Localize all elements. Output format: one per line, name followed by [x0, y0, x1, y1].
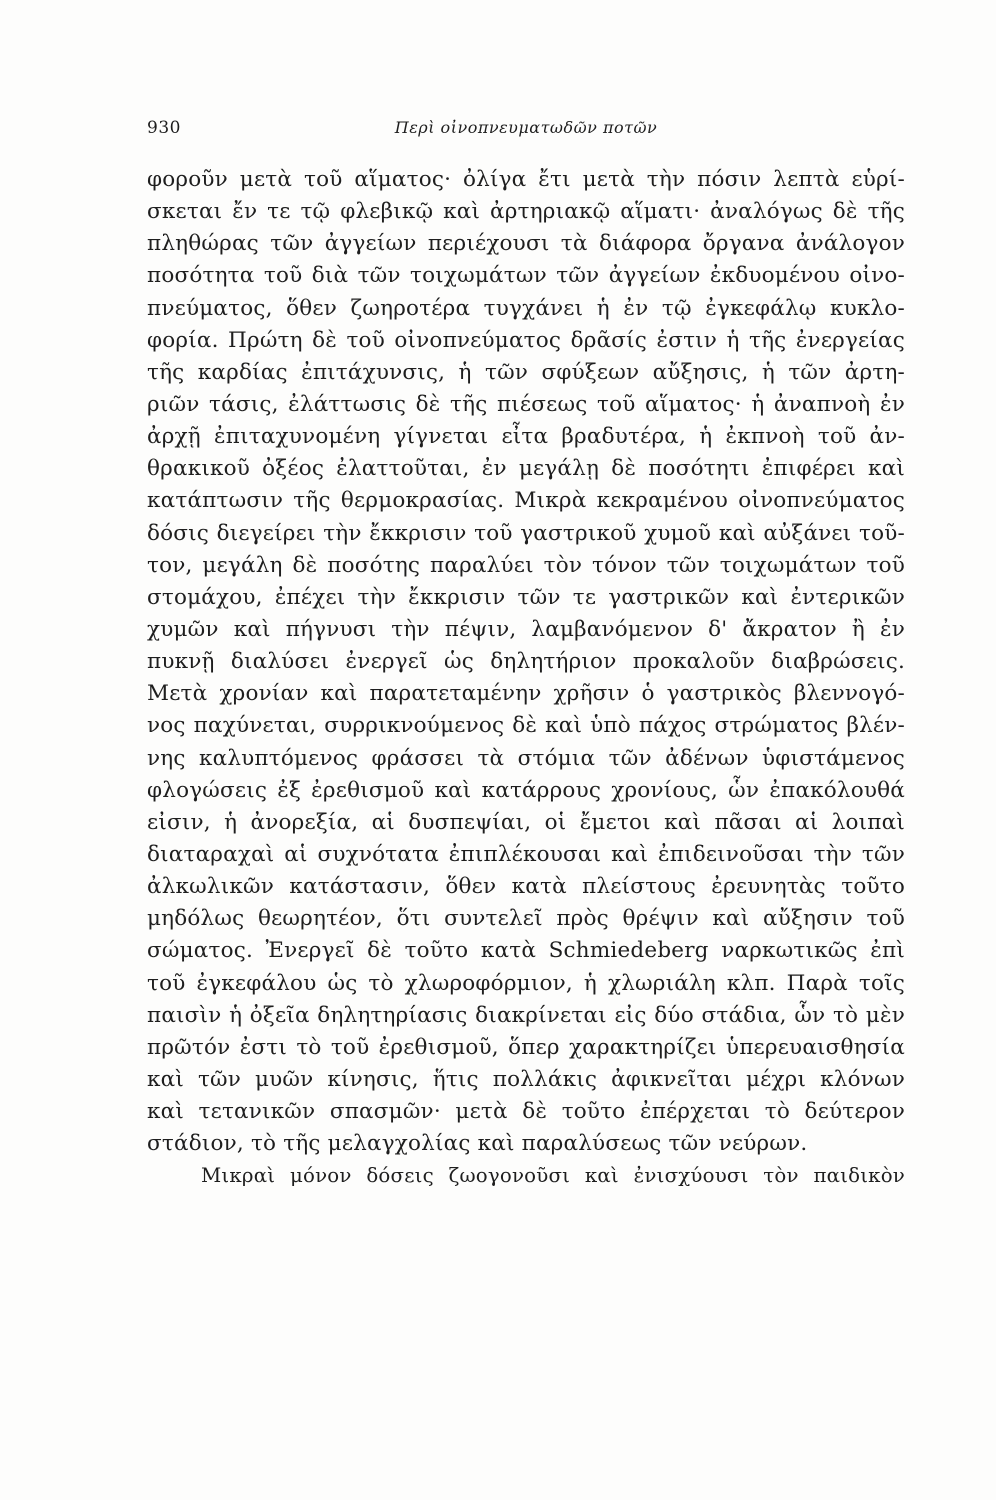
text-line: ποσότητα τοῦ διὰ τῶν τοιχωμάτων τῶν ἀγγείων ἐκδυομένου οἰνο-: [147, 263, 905, 289]
text-line: πνεύματος, ὅθεν ζωηροτέρα τυγχάνει ἡ ἐν τῷ ἐγκεφάλῳ κυκλο-: [147, 295, 905, 321]
text-line: ἀλκωλικῶν κατάστασιν, ὅθεν κατὰ πλείστους ἐρευνητὰς τοῦτο: [147, 874, 905, 900]
page-number: 930: [147, 118, 181, 138]
text-line: παισὶν ἡ ὀξεῖα δηλητηρίασις διακρίνεται εἰς δύο στάδια, ὧν τὸ μὲν: [147, 1002, 905, 1028]
text-line: σκεται ἔν τε τῷ φλεβικῷ καὶ ἀρτηριακῷ αἵματι· ἀναλόγως δὲ τῆς: [147, 199, 905, 225]
text-line: ριῶν τάσις, ἐλάττωσις δὲ τῆς πιέσεως τοῦ αἵματος· ἡ ἀναπνοὴ ἐν: [147, 391, 905, 417]
running-title: Περὶ οἰνοπνευματωδῶν ποτῶν: [394, 118, 658, 137]
text-line: καὶ τετανικῶν σπασμῶν· μετὰ δὲ τοῦτο ἐπέρχεται τὸ δεύτερον: [147, 1099, 905, 1125]
text-line: φορία. Πρώτη δὲ τοῦ οἰνοπνεύματος δρᾶσίς ἐστιν ἡ τῆς ἐνεργείας: [147, 327, 905, 353]
text-line: πυκνῇ διαλύσει ἐνεργεῖ ὡς δηλητήριον προκαλοῦν διαβρώσεις.: [147, 649, 905, 675]
text-line: νος παχύνεται, συρρικνούμενος δὲ καὶ ὑπὸ πάχος στρώματος βλέν-: [147, 713, 905, 739]
text-line: δόσις διεγείρει τὴν ἔκκρισιν τοῦ γαστρικοῦ χυμοῦ καὶ αὐξάνει τοῦ-: [147, 520, 905, 546]
text-line: θρακικοῦ ὀξέος ἐλαττοῦται, ἐν μεγάλῃ δὲ ποσότητι ἐπιφέρει καὶ: [147, 456, 905, 482]
text-line: τῆς καρδίας ἐπιτάχυνσις, ἡ τῶν σφύξεων αὔξησις, ἡ τῶν ἀρτη-: [147, 359, 905, 385]
text-line: εἰσιν, ἡ ἀνορεξία, αἱ δυσπεψίαι, οἱ ἔμετοι καὶ πᾶσαι αἱ λοιπαὶ: [147, 809, 905, 835]
text-line: διαταραχαὶ αἱ συχνότατα ἐπιπλέκουσαι καὶ ἐπιδεινοῦσαι τὴν τῶν: [147, 841, 905, 867]
text-line: ἀρχῇ ἐπιταχυνομένη γίγνεται εἶτα βραδυτέρα, ἡ ἐκπνοὴ τοῦ ἀν-: [147, 424, 905, 450]
text-line: κατάπτωσιν τῆς θερμοκρασίας. Μικρὰ κεκραμένου οἰνοπνεύματος: [147, 488, 905, 514]
text-line: φοροῦν μετὰ τοῦ αἵματος· ὀλίγα ἔτι μετὰ τὴν πόσιν λεπτὰ εὑρί-: [147, 167, 905, 192]
text-line: πληθώρας τῶν ἀγγείων περιέχουσι τὰ διάφορα ὄργανα ἀνάλογον: [147, 231, 905, 257]
text-line: μηδόλως θεωρητέον, ὅτι συντελεῖ πρὸς θρέψιν καὶ αὔξησιν τοῦ: [147, 906, 905, 932]
text-line: νης καλυπτόμενος φράσσει τὰ στόμια τῶν ἀδένων ὑφιστάμενος: [147, 745, 905, 771]
text-line: καὶ τῶν μυῶν κίνησις, ἥτις πολλάκις ἀφικνεῖται μέχρι κλόνων: [147, 1066, 905, 1092]
text-line: Μετὰ χρονίαν καὶ παρατεταμένην χρῆσιν ὁ γαστρικὸς βλεννογό-: [147, 681, 905, 707]
paragraph-start-line: Μικραὶ μόνον δόσεις ζωογονοῦσι καὶ ἐνισχύουσι τὸν παιδικὸν: [201, 1164, 905, 1188]
body-text: [147, 164, 905, 1193]
text-line: στάδιον, τὸ τῆς μελαγχολίας καὶ παραλύσεως τῶν νεύρων.: [147, 1131, 808, 1157]
page-header: [147, 118, 905, 142]
text-line: χυμῶν καὶ πήγνυσι τὴν πέψιν, λαμβανόμενον δ' ἄκρατον ἢ ἐν: [147, 616, 905, 642]
text-line: τον, μεγάλη δὲ ποσότης παραλύει τὸν τόνον τῶν τοιχωμάτων τοῦ: [147, 552, 905, 578]
text-line: πρῶτόν ἐστι τὸ τοῦ ἐρεθισμοῦ, ὅπερ χαρακτηρίζει ὑπερευαισθησία: [147, 1034, 905, 1060]
text-line: στομάχου, ἐπέχει τὴν ἔκκρισιν τῶν τε γαστρικῶν καὶ ἐντερικῶν: [147, 584, 905, 610]
text-line: τοῦ ἐγκεφάλου ὡς τὸ χλωροφόρμιον, ἡ χλωριάλη κλπ. Παρὰ τοῖς: [147, 970, 905, 996]
text-line: φλογώσεις ἐξ ἐρεθισμοῦ καὶ κατάρρους χρονίους, ὧν ἐπακόλουθά: [147, 777, 905, 803]
text-line: σώματος. Ἐνεργεῖ δὲ τοῦτο κατὰ Schmiedeberg ναρκωτικῶς ἐπὶ: [147, 938, 905, 964]
